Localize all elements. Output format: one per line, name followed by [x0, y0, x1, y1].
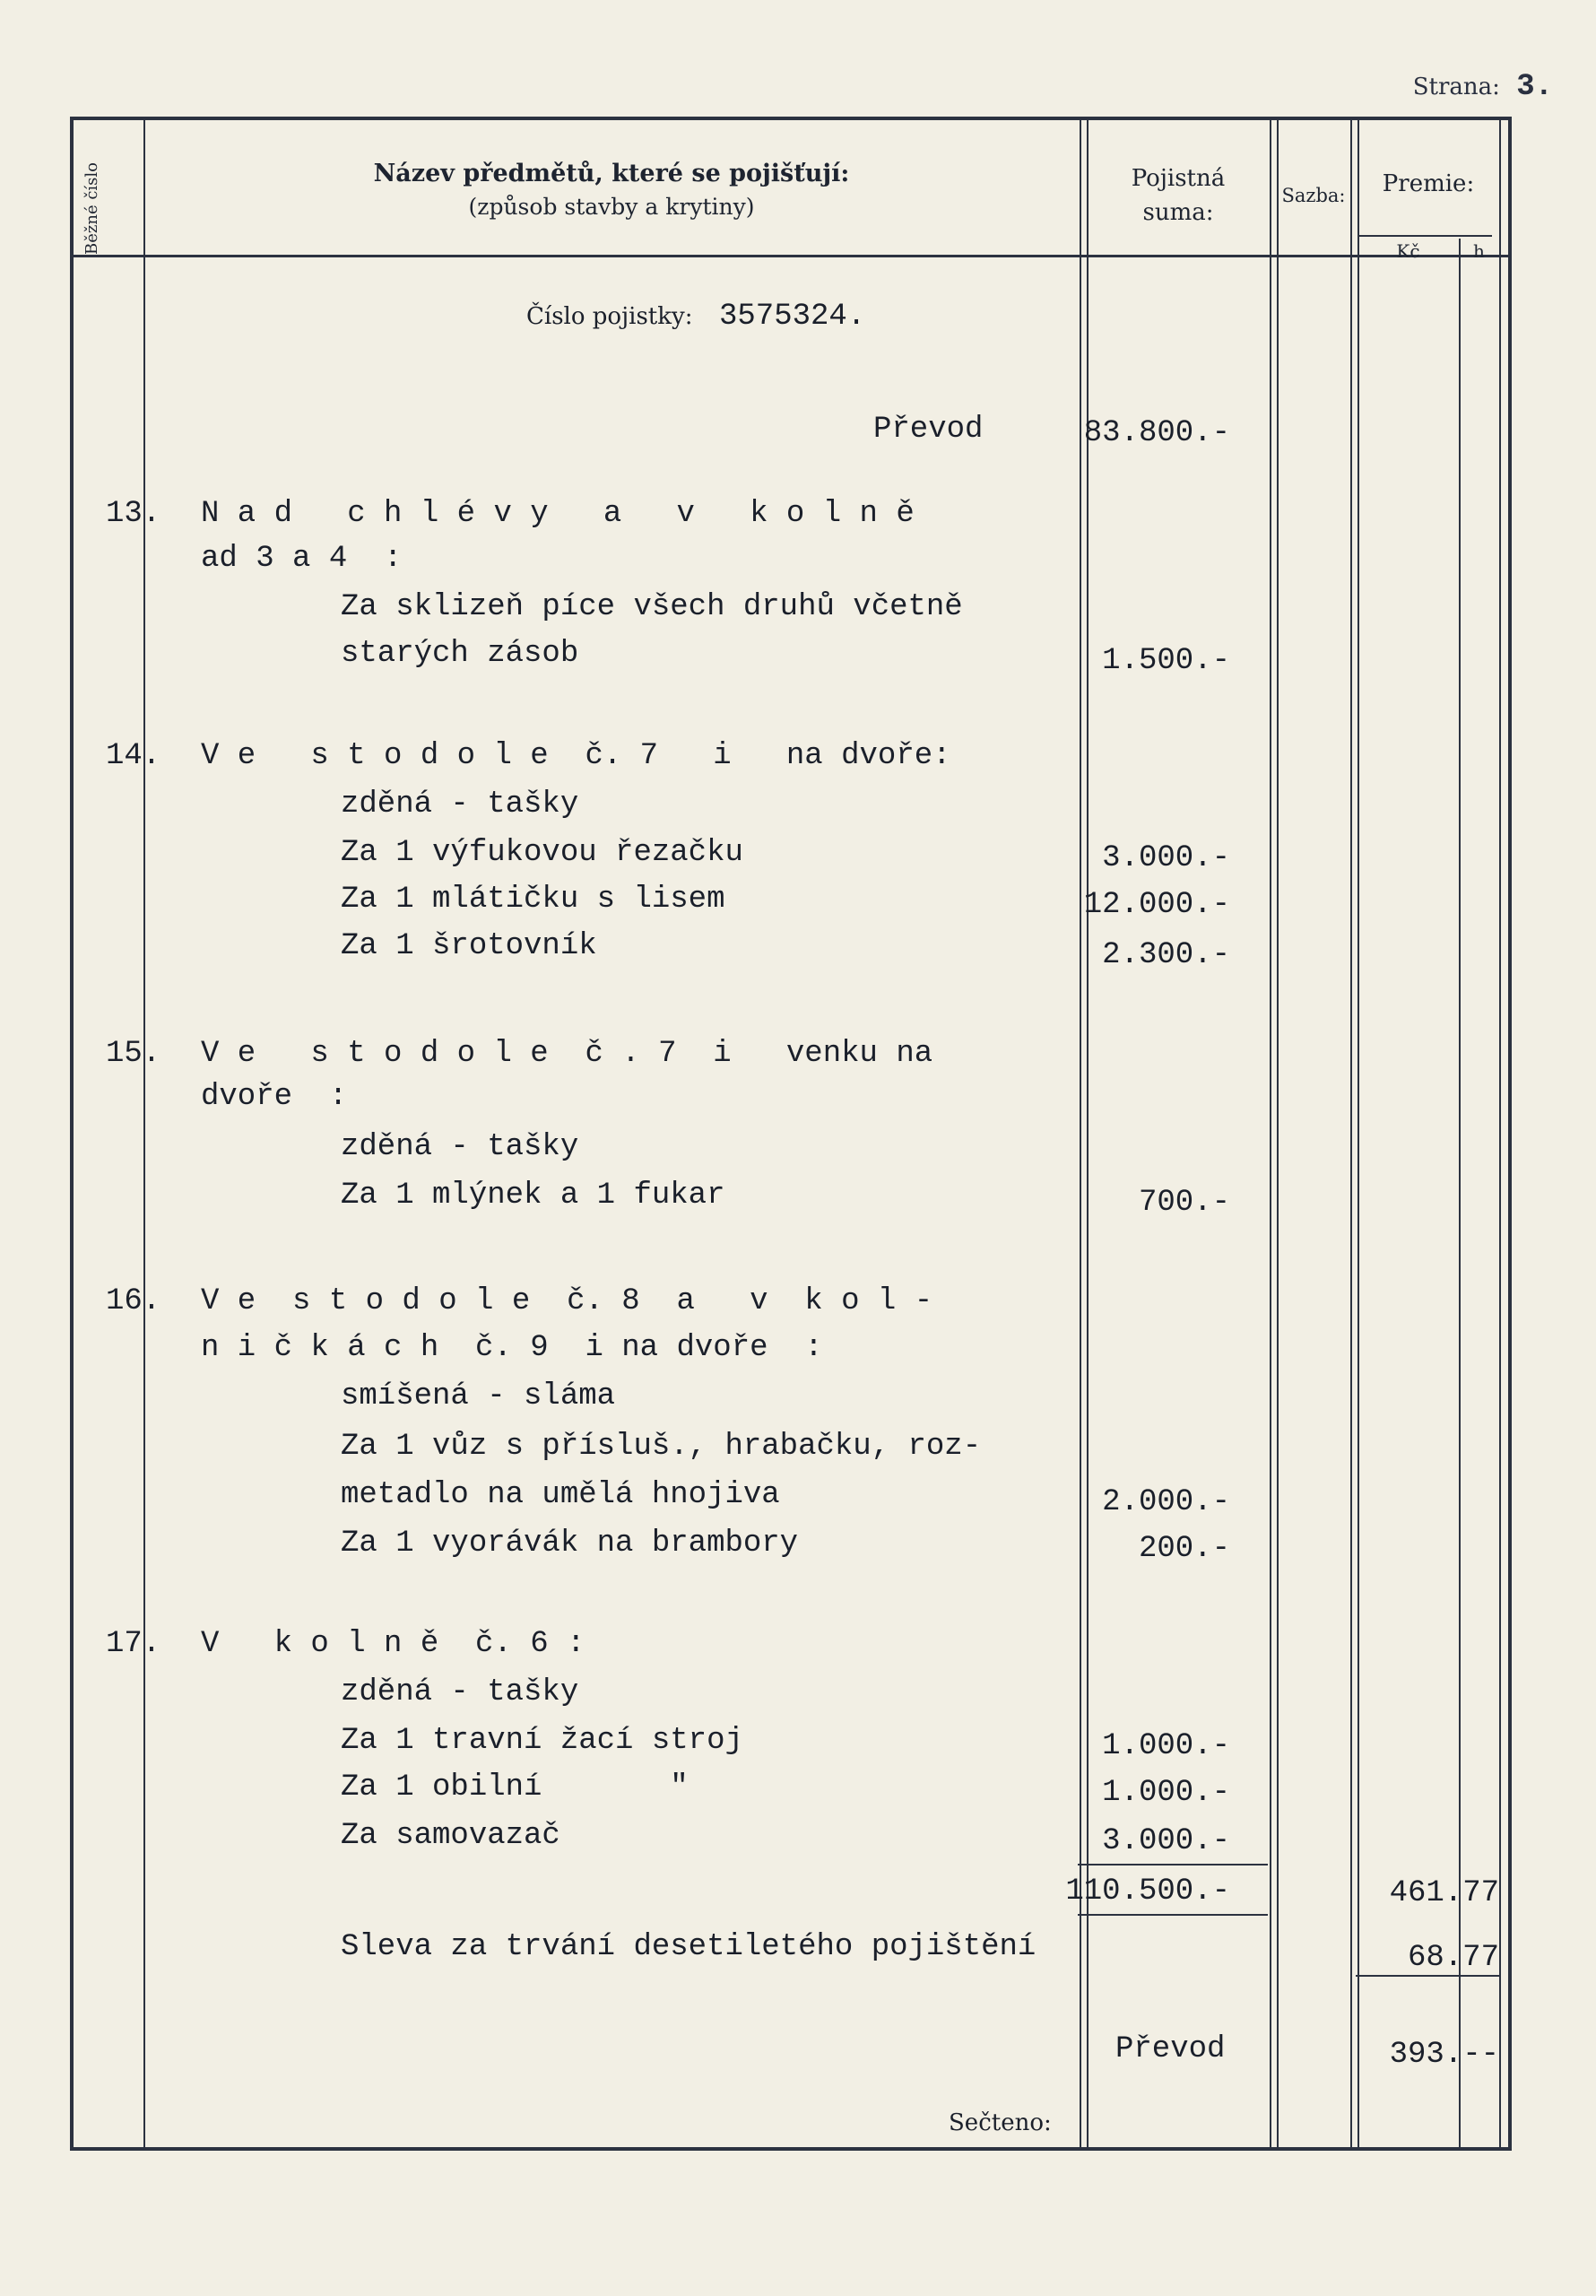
item-amount: 1.000.-	[1102, 1776, 1230, 1810]
discount-label: Sleva za trvání desetiletého pojištění	[341, 1930, 1037, 1964]
item-line: starých zásob	[341, 637, 579, 671]
item-line: Za 1 šrotovník	[341, 929, 597, 963]
divider-right-inner	[1499, 120, 1501, 2147]
item-amount: 3.000.-	[1102, 1824, 1230, 1858]
page-number-label: Strana:	[1412, 74, 1500, 100]
header-bottom-rule	[74, 255, 1508, 257]
divider-premium-kc-h	[1459, 239, 1461, 2147]
item-heading: V e s t o d o l e č. 8 a v k o l -	[201, 1284, 933, 1318]
item-heading: V e s t o d o l e č . 7 i venku na	[201, 1037, 933, 1071]
column-sum-header-1: Pojistná	[1131, 165, 1226, 192]
sum-total-rule	[1078, 1914, 1268, 1916]
item-heading-continued: ad 3 a 4 :	[201, 542, 403, 576]
premium-total: 461.77	[1389, 1876, 1499, 1910]
divider-rate-left	[1270, 120, 1271, 2147]
policy-number-label: Číslo pojistky:	[526, 303, 693, 330]
divider-premium-left	[1350, 120, 1352, 2147]
item-number: 15.	[106, 1037, 161, 1071]
sum-total: 110.500.-	[1065, 1874, 1230, 1909]
item-line: zděná - tašky	[341, 1130, 579, 1164]
transfer-out-amount: 393.--	[1389, 2038, 1499, 2072]
item-heading: V e s t o d o l e č. 7 i na dvoře:	[201, 739, 951, 773]
item-heading: V k o l n ě č. 6 :	[201, 1627, 585, 1661]
subtotal-rule	[1078, 1864, 1268, 1866]
column-items-title: Název předmětů, které se pojišťují:	[373, 160, 850, 187]
column-items-subtitle: (způsob stavby a krytiny)	[468, 194, 755, 220]
item-amount: 2.300.-	[1102, 938, 1230, 972]
item-amount: 2.000.-	[1102, 1485, 1230, 1519]
policy-number-value: 3575324.	[719, 300, 866, 334]
item-line: Za 1 mlýnek a 1 fukar	[341, 1178, 725, 1213]
item-number: 16.	[106, 1284, 161, 1318]
item-heading-continued: dvoře :	[201, 1080, 348, 1114]
transfer-out-label: Převod	[1115, 2032, 1226, 2066]
discount-amount: 68.77	[1407, 1941, 1499, 1975]
divider-premium-left-2	[1357, 120, 1359, 2147]
item-amount: 200.-	[1138, 1532, 1230, 1566]
item-line: Za 1 mlátičku s lisem	[341, 883, 725, 917]
item-line: Za 1 obilní "	[341, 1770, 689, 1805]
transfer-in-label: Převod	[873, 413, 984, 447]
item-line: smíšená - sláma	[341, 1379, 616, 1413]
transfer-in-amount: 83.800.-	[1083, 416, 1230, 450]
item-amount: 3.000.-	[1102, 841, 1230, 875]
discount-rule	[1356, 1975, 1499, 1977]
item-line: zděná - tašky	[341, 787, 579, 822]
item-number: 14.	[106, 739, 161, 773]
item-heading-continued: n i č k á c h č. 9 i na dvoře :	[201, 1331, 823, 1365]
page-number	[1413, 70, 1553, 104]
item-amount: 12.000.-	[1083, 888, 1230, 922]
item-amount: 1.500.-	[1102, 644, 1230, 678]
column-premium-h: h	[1473, 240, 1485, 262]
item-line: Za 1 výfukovou řezačku	[341, 836, 743, 870]
divider-rate-left-2	[1277, 120, 1279, 2147]
item-line: metadlo na umělá hnojiva	[341, 1478, 780, 1512]
item-amount: 1.000.-	[1102, 1729, 1230, 1763]
item-line: Za 1 vůz s přísluš., hrabačku, roz-	[341, 1430, 982, 1464]
item-line: zděná - tašky	[341, 1675, 579, 1709]
column-rownum-header: Běžné číslo	[82, 162, 101, 255]
item-amount: 700.-	[1138, 1186, 1230, 1220]
item-number: 13.	[106, 497, 161, 531]
column-sum-header-2: suma:	[1142, 199, 1214, 226]
premium-subheader-rule	[1357, 235, 1492, 237]
divider-rownum	[143, 120, 145, 2147]
column-premium-header: Premie:	[1382, 170, 1475, 197]
item-line: Za samovazač	[341, 1819, 560, 1853]
item-line: Za 1 vyorávák na brambory	[341, 1526, 799, 1561]
item-heading: N a d c h l é v y a v k o l n ě	[201, 497, 915, 531]
column-rate-header: Sazba:	[1281, 185, 1346, 206]
page-number-value: 3.	[1516, 70, 1553, 104]
counted-label: Sečteno:	[949, 2109, 1052, 2136]
item-line: Za sklizeň píce všech druhů včetně	[341, 590, 963, 624]
insurance-form-table	[70, 117, 1512, 2151]
column-premium-kc: Kč	[1396, 240, 1420, 262]
item-line: Za 1 travní žací stroj	[341, 1724, 743, 1758]
item-number: 17.	[106, 1627, 161, 1661]
